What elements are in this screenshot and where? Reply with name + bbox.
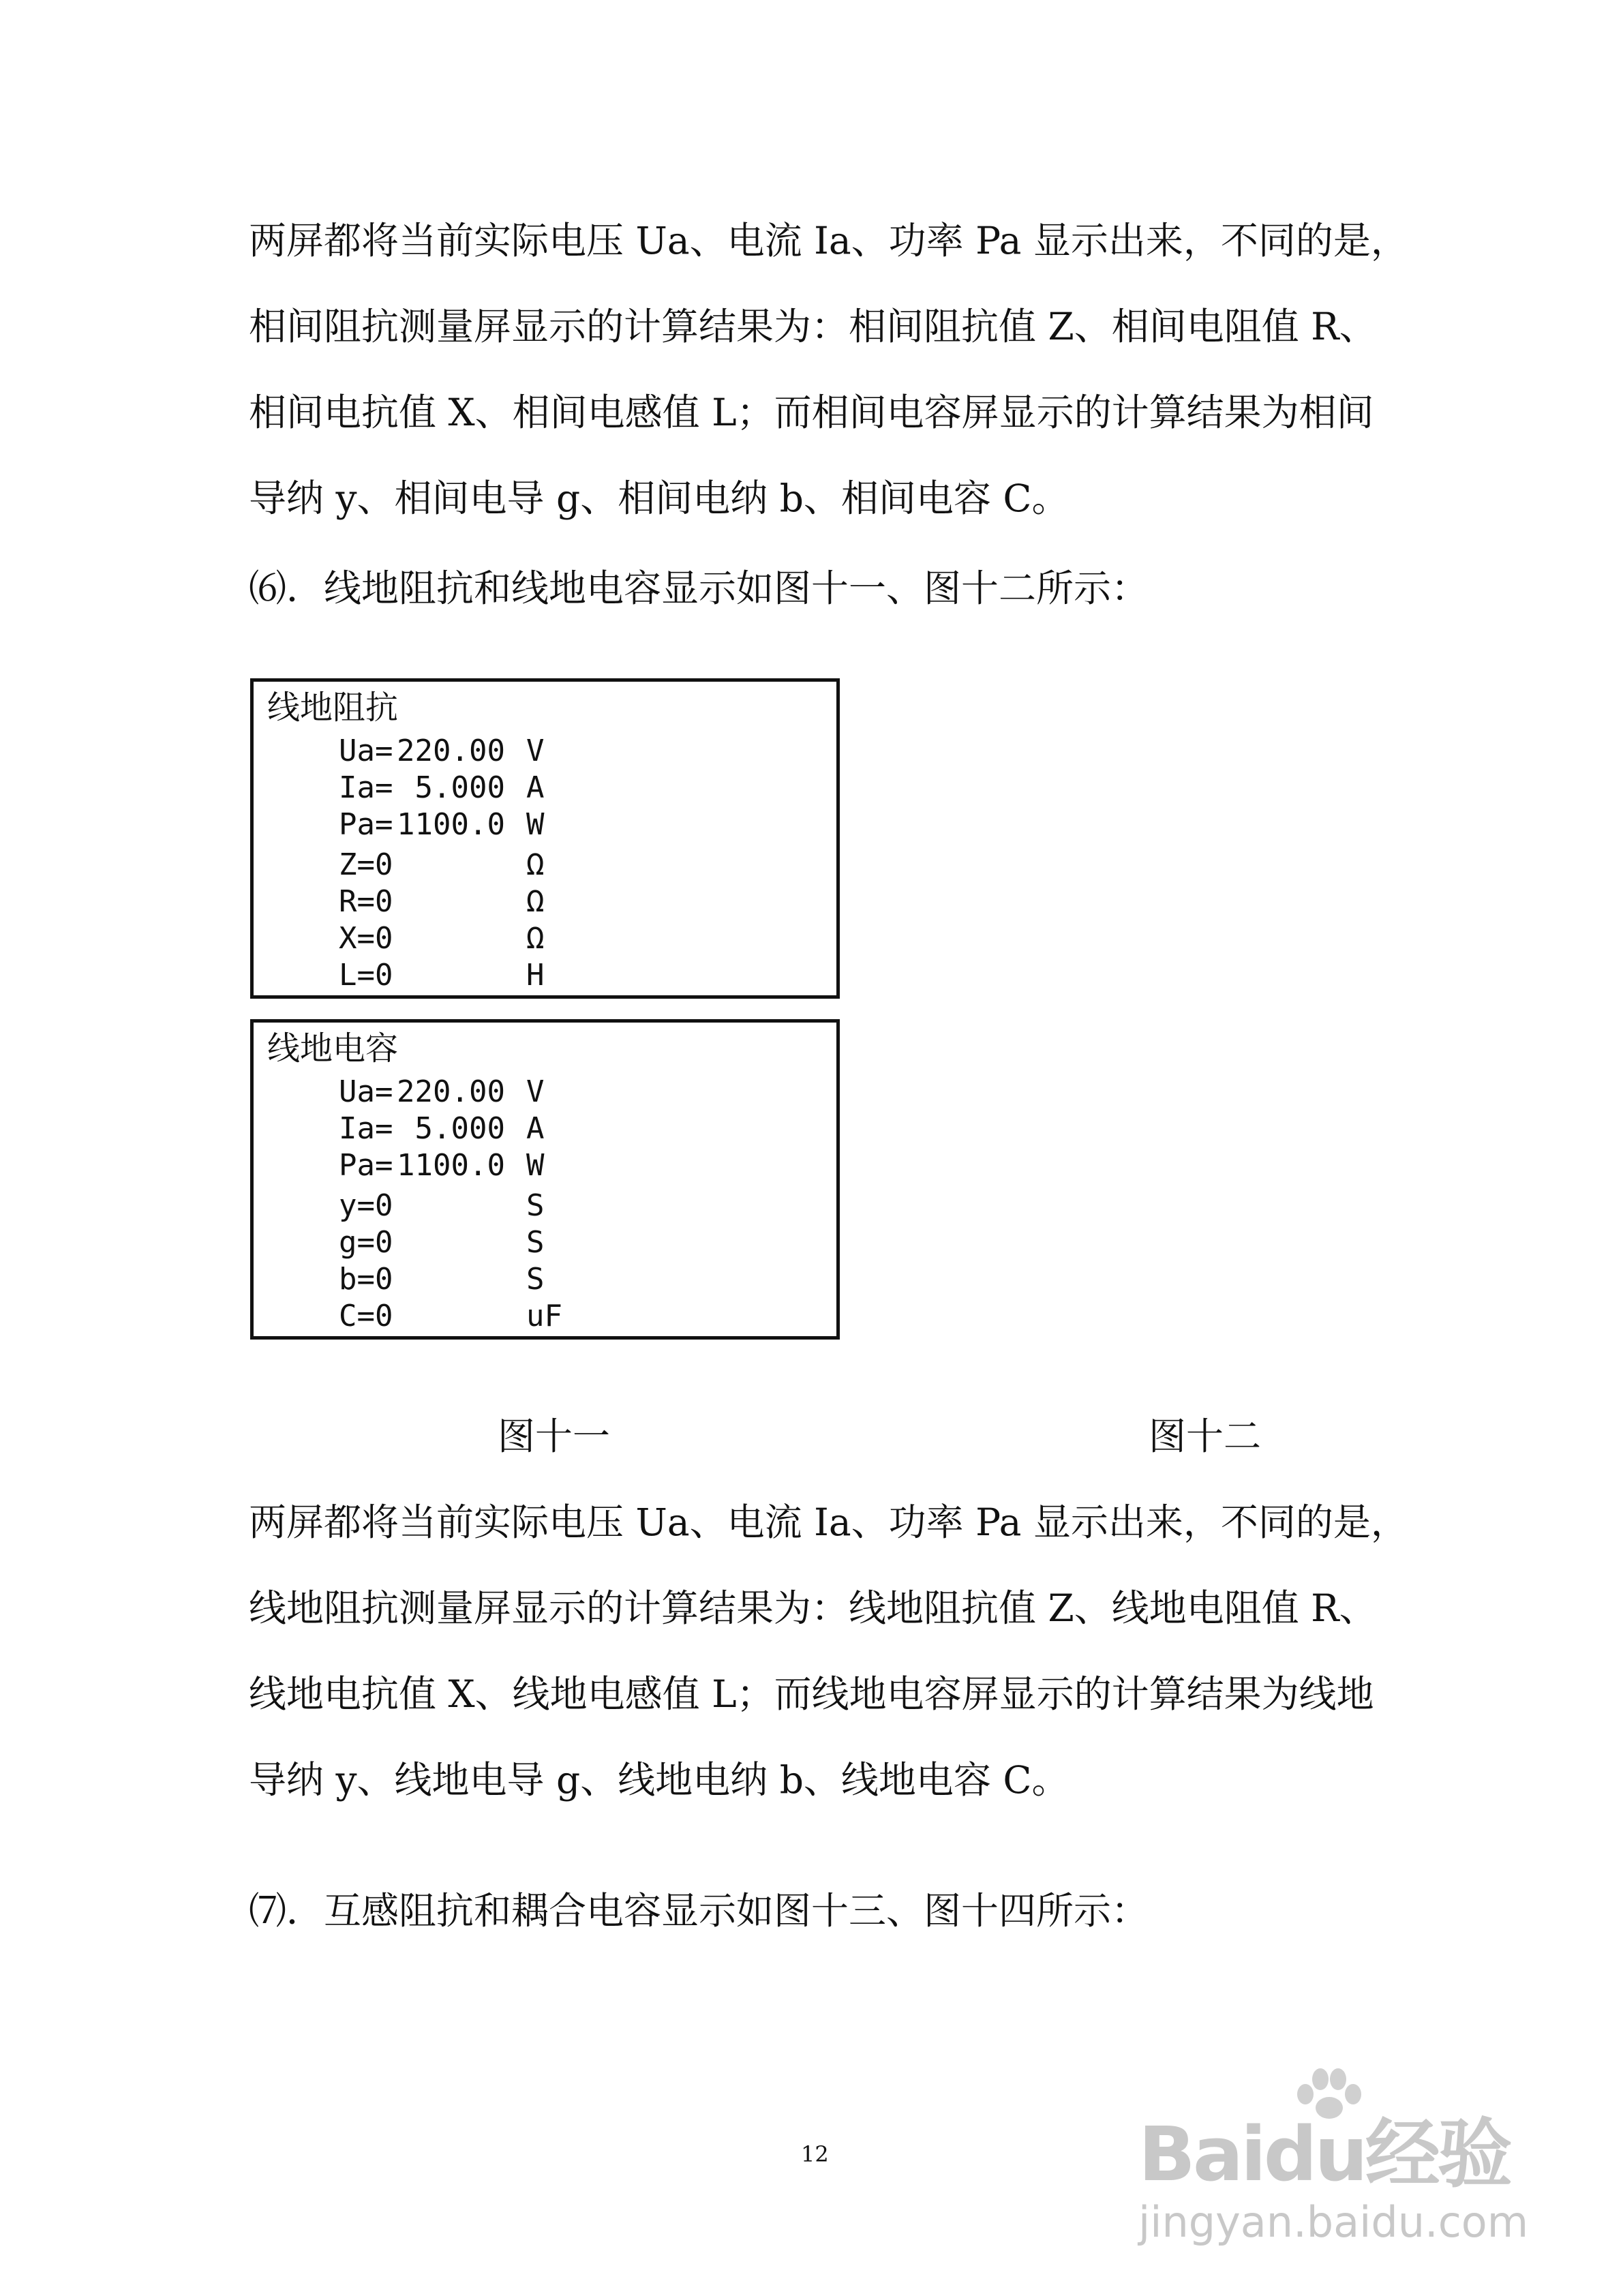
section-heading-6 bbox=[249, 545, 1394, 631]
result-name: R=0 bbox=[339, 884, 393, 919]
result-name: X=0 bbox=[339, 921, 393, 956]
measurement-value: 220.00 bbox=[397, 734, 505, 768]
measurement-value: 5.000 bbox=[397, 1111, 505, 1146]
result-unit: Ω bbox=[526, 847, 545, 882]
paragraph-line: 线地电抗值 X、线地电感值 L；而线地电容屏显示的计算结果为线地 bbox=[249, 1672, 1374, 1716]
result-unit: S bbox=[526, 1262, 545, 1297]
result-name: y=0 bbox=[339, 1188, 393, 1223]
measurement-label: Pa= bbox=[339, 1148, 393, 1183]
result-name: L=0 bbox=[339, 958, 393, 993]
screen-title: 线地电容 bbox=[267, 1029, 399, 1068]
result-unit: S bbox=[526, 1225, 545, 1260]
measurement-label: Ia= bbox=[339, 1111, 393, 1146]
result-name: b=0 bbox=[339, 1262, 393, 1297]
result-name: g=0 bbox=[339, 1225, 393, 1260]
paragraph-line: 两屏都将当前实际电压 Ua、电流 Ia、功率 Pa 显示出来，不同的是， bbox=[249, 1500, 1408, 1544]
measurement-unit: V bbox=[526, 734, 545, 768]
measurement-row bbox=[254, 1147, 836, 1184]
paragraph-line: 两屏都将当前实际电压 Ua、电流 Ia、功率 Pa 显示出来，不同的是， bbox=[249, 219, 1408, 262]
section-heading-7 bbox=[249, 1868, 1394, 1954]
measurement-row bbox=[254, 770, 836, 806]
measurement-unit: A bbox=[526, 1111, 545, 1146]
result-name: Z=0 bbox=[339, 847, 393, 882]
measurement-row bbox=[254, 806, 836, 843]
paragraph-line: 导纳 y、线地电导 g、线地电纳 b、线地电容 C。 bbox=[249, 1758, 1070, 1802]
result-row bbox=[254, 1298, 836, 1335]
watermark-brand: Baidu经验 bbox=[1138, 2111, 1510, 2198]
result-unit: S bbox=[526, 1188, 545, 1223]
measurement-label: Ia= bbox=[339, 770, 393, 805]
measurement-label: Ua= bbox=[339, 734, 393, 768]
baidu-watermark bbox=[1125, 2066, 1602, 2270]
figure-12-caption: 图十二 bbox=[1149, 1415, 1262, 1458]
figure-11-caption: 图十一 bbox=[498, 1415, 611, 1458]
figure-11-line-ground-impedance-screen bbox=[250, 678, 840, 999]
paragraph-line: 线地阻抗测量屏显示的计算结果为：线地阻抗值 Z、线地电阻值 R、 bbox=[249, 1586, 1377, 1630]
measurement-row bbox=[254, 1111, 836, 1147]
figure-12-line-ground-capacitance-screen bbox=[250, 1019, 840, 1340]
paragraph-line: 相间电抗值 X、相间电感值 L；而相间电容屏显示的计算结果为相间 bbox=[249, 391, 1374, 434]
paragraph-1 bbox=[249, 198, 1408, 541]
screen-title: 线地阻抗 bbox=[267, 689, 399, 727]
measurement-value: 1100.0 bbox=[397, 1148, 505, 1183]
measurement-unit: W bbox=[526, 807, 545, 842]
result-row bbox=[254, 1224, 836, 1261]
result-row bbox=[254, 1188, 836, 1224]
result-unit: uF bbox=[526, 1299, 562, 1333]
paragraph-line: 导纳 y、相间电导 g、相间电纳 b、相间电容 C。 bbox=[249, 477, 1070, 520]
measurement-value: 5.000 bbox=[397, 770, 505, 805]
heading-text: ⑺．互感阻抗和耦合电容显示如图十三、图十四所示： bbox=[249, 1889, 1149, 1933]
measurement-row bbox=[254, 733, 836, 770]
result-row bbox=[254, 957, 836, 994]
measurement-unit: V bbox=[526, 1074, 545, 1109]
measurement-label: Pa= bbox=[339, 807, 393, 842]
page-number: 12 bbox=[801, 2141, 829, 2167]
measurement-row bbox=[254, 1074, 836, 1111]
result-row bbox=[254, 1261, 836, 1298]
measurement-unit: W bbox=[526, 1148, 545, 1183]
paragraph-2 bbox=[249, 1479, 1408, 1823]
result-row bbox=[254, 883, 836, 920]
result-row bbox=[254, 847, 836, 883]
result-unit: H bbox=[526, 958, 545, 993]
measurement-label: Ua= bbox=[339, 1074, 393, 1109]
measurement-value: 220.00 bbox=[397, 1074, 505, 1109]
watermark-url: jingyan.baidu.com bbox=[1138, 2197, 1529, 2247]
heading-text: ⑹．线地阻抗和线地电容显示如图十一、图十二所示： bbox=[249, 567, 1149, 610]
result-unit: Ω bbox=[526, 884, 545, 919]
result-name: C=0 bbox=[339, 1299, 393, 1333]
result-unit: Ω bbox=[526, 921, 545, 956]
paragraph-line: 相间阻抗测量屏显示的计算结果为：相间阻抗值 Z、相间电阻值 R、 bbox=[249, 305, 1377, 348]
measurement-value: 1100.0 bbox=[397, 807, 505, 842]
result-row bbox=[254, 920, 836, 957]
measurement-unit: A bbox=[526, 770, 545, 805]
